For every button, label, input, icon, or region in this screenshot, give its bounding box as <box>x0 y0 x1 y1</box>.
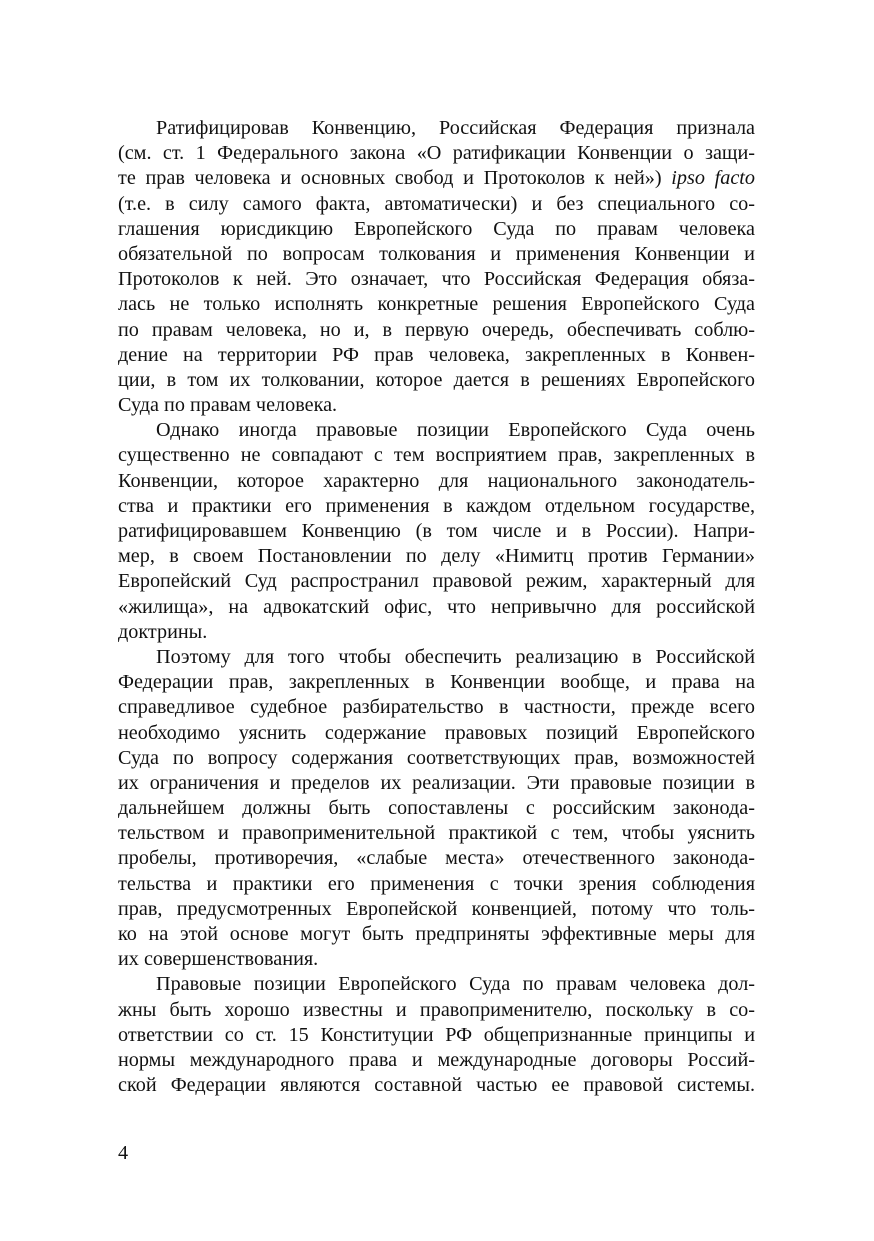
text-line: справедливое судебное разбирательство в частности, прежде всего <box>118 696 755 719</box>
text-line: ко на этой основе могут быть предприняты эффективные меры для <box>118 923 755 945</box>
text-line: существенно не совпадают с тем восприятием прав, закрепленных в <box>118 444 755 467</box>
text-line: их совершенствования. <box>118 948 319 971</box>
text-line: Правовые позиции Европейского Суда по правам человека дол- <box>156 973 755 996</box>
text-line: ции, в том их толковании, которое дается в решениях Европейского <box>118 368 755 391</box>
text-line: прав, предусмотренных Европейской конвенцией, потому что толь- <box>118 897 755 920</box>
text-line: их ограничения и пределов их реализации. Эти правовые позиции в <box>118 771 755 794</box>
text-line: Суда по вопросу содержания соответствующих прав, возможностей <box>118 746 755 769</box>
text-line: Федерации прав, закрепленных в Конвенции вообще, и права на <box>118 671 755 694</box>
page-number: 4 <box>118 1142 129 1164</box>
text-line: ратифицировавшем Конвенцию (в том числе и в России). Напри- <box>118 520 755 542</box>
text-line: Конвенции, которое характерно для национального законодатель- <box>118 469 755 492</box>
paragraph-4 <box>118 972 755 1098</box>
text-line: Суда по правам человека. <box>118 394 338 417</box>
text-line: (см. ст. 1 Федерального закона «О ратификации Конвенции о защи- <box>118 142 755 165</box>
text-line: Европейский Суд распространил правовой режим, характерный для <box>118 570 755 593</box>
text-line: глашения юрисдикцию Европейского Суда по правам человека <box>118 217 755 240</box>
text-line: нормы международного права и международные договоры Россий- <box>118 1048 755 1071</box>
paragraph-3 <box>118 645 755 972</box>
text-line: Поэтому для того чтобы обеспечить реализацию в Российской <box>156 645 755 668</box>
text-line: пробелы, противоречия, «слабые места» отечественного законода- <box>118 847 755 870</box>
text-line: дение на территории РФ прав человека, закрепленных в Конвен- <box>118 343 755 366</box>
text-line: дальнейшем должны быть сопоставлены с российским законода- <box>118 797 755 820</box>
text-line: лась не только исполнять конкретные решения Европейского Суда <box>118 293 755 316</box>
text-line: Протоколов к ней. Это означает, что Российская Федерация обяза- <box>118 268 755 291</box>
text-line: ской Федерации являются составной частью ее правовой системы. <box>118 1074 755 1097</box>
text-line: по правам человека, но и, в первую очередь, обеспечивать соблю- <box>118 318 755 341</box>
text-line: ответствии со ст. 15 Конституции РФ общепризнанные принципы и <box>118 1023 755 1046</box>
text-line: тельства и практики его применения с точки зрения соблюдения <box>118 872 755 895</box>
document-body <box>118 116 755 1098</box>
text-line: «жилища», на адвокатский офис, что непривычно для российской <box>118 595 755 618</box>
text-line: Однако иногда правовые позиции Европейского Суда очень <box>156 419 755 442</box>
text-line: (т.е. в силу самого факта, автоматически) и без специального со- <box>118 192 755 215</box>
text-line: ства и практики его применения в каждом отдельном государстве, <box>118 494 755 517</box>
text-line: мер, в своем Постановлении по делу «Нимитц против Германии» <box>118 545 755 568</box>
text-line: те прав человека и основных свобод и Протоколов к ней») ipso facto <box>118 167 755 190</box>
text-line: обязательной по вопросам толкования и применения Конвенции и <box>118 242 755 265</box>
text-line: тельством и правоприменительной практикой с тем, чтобы уяснить <box>118 822 755 845</box>
italic-phrase: ipso facto <box>671 167 755 190</box>
text-line: Ратифицировав Конвенцию, Российская Федерация признала <box>156 117 755 139</box>
text-line: необходимо уяснить содержание правовых позиций Европейского <box>118 721 755 744</box>
paragraph-2 <box>118 418 755 645</box>
text-line: доктрины. <box>118 620 208 643</box>
paragraph-1 <box>118 116 755 418</box>
text-line: жны быть хорошо известны и правоприменителю, поскольку в со- <box>118 998 755 1021</box>
